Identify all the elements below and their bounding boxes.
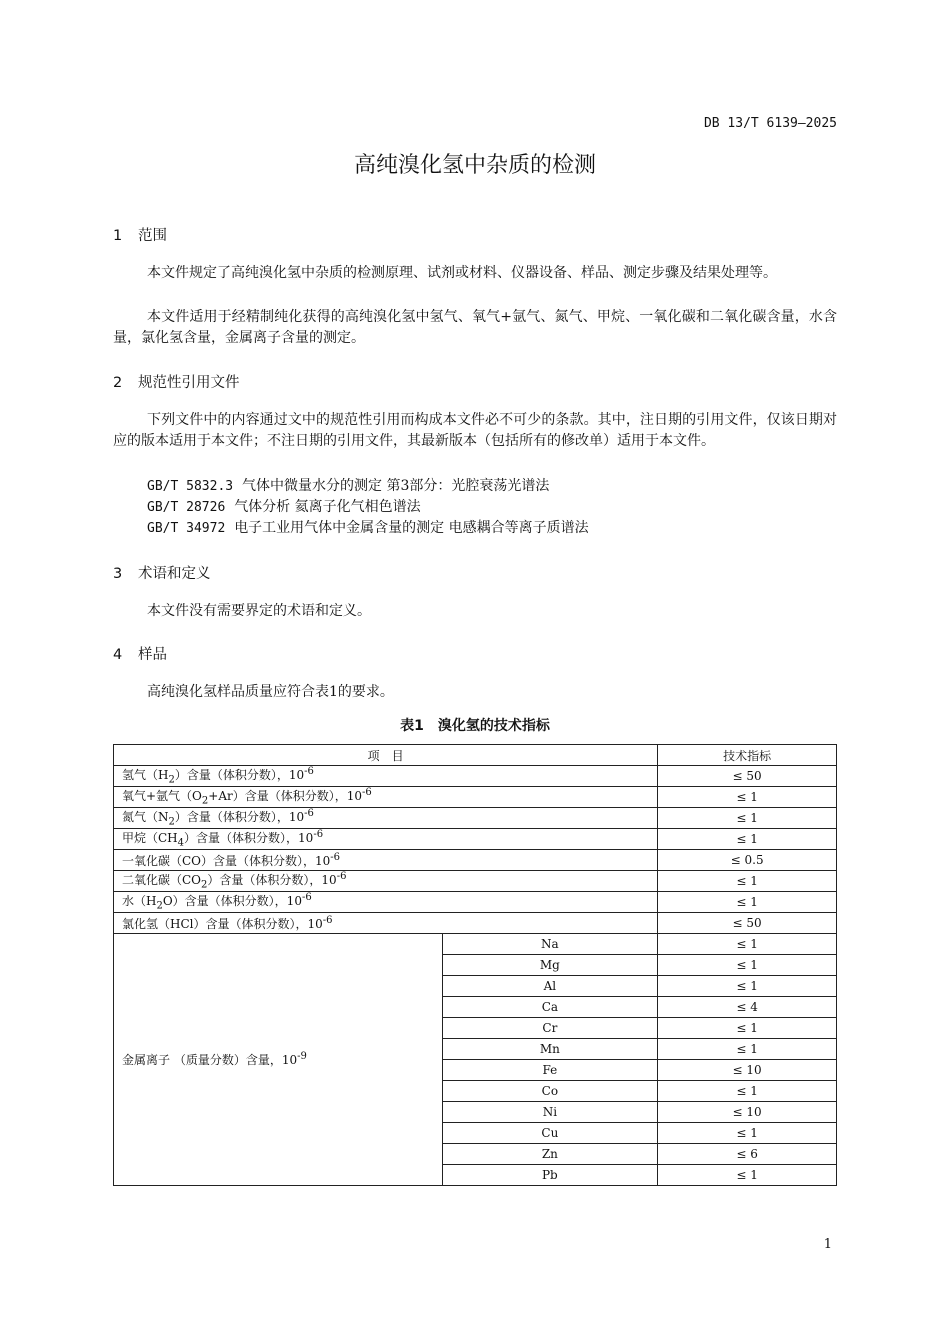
metal-element: Co <box>442 1081 658 1102</box>
metal-element: Mg <box>442 955 658 976</box>
table-row <box>114 934 837 955</box>
metal-element: Cr <box>442 1018 658 1039</box>
section-4-paragraph: 高纯溴化氢样品质量应符合表1的要求。 <box>147 684 394 700</box>
item-exponent: -6 <box>313 829 324 841</box>
item-name: 水（H <box>122 894 157 909</box>
item-exponent: -6 <box>330 851 341 863</box>
metal-element: Mn <box>442 1039 658 1060</box>
item-name-rest: O）含量（体积分数），10 <box>162 894 302 909</box>
metal-label-exponent: -9 <box>297 1051 307 1062</box>
spec-value: ≤ 1 <box>658 934 837 955</box>
item-name: 二氧化碳（CO <box>122 873 202 888</box>
section-title: 样品 <box>138 647 167 663</box>
spec-value: ≤ 1 <box>658 1018 837 1039</box>
item-exponent: -6 <box>322 914 333 926</box>
item-exponent: -6 <box>336 871 347 883</box>
item-subscript: 4 <box>177 837 185 849</box>
item-name: 氮气（N <box>122 810 169 825</box>
table-row <box>114 829 837 850</box>
item-exponent: -6 <box>304 808 314 820</box>
metal-element: Fe <box>442 1060 658 1081</box>
item-name: 甲烷（CH <box>122 831 178 846</box>
section-2-paragraph: 下列文件中的内容通过文中的规范性引用而构成本文件必不可少的条款。其中，注日期的引用文件，仅该日期对应的版本适用于本文件；不注日期的引用文件，其最新版本（包括所有的修改单）适用于本文件。 <box>113 412 837 449</box>
spec-value: ≤ 1 <box>658 1081 837 1102</box>
reference-item <box>147 497 421 518</box>
spec-value: ≤ 6 <box>658 1144 837 1165</box>
section-title: 规范性引用文件 <box>138 375 240 391</box>
metal-element: Ca <box>442 997 658 1018</box>
section-2-heading <box>113 371 240 392</box>
item-name: 氯化氢（HCl）含量（体积分数），10 <box>122 916 323 931</box>
item-name-rest: ）含量（体积分数），10 <box>184 831 314 846</box>
item-cell <box>114 892 658 913</box>
reference-code: GB/T 34972 <box>147 521 226 536</box>
item-subscript: 2 <box>201 795 209 807</box>
spec-value: ≤ 1 <box>658 808 837 829</box>
section-title: 范围 <box>138 228 167 244</box>
metal-label: 金属离子 （质量分数）含量，10 <box>122 1053 298 1067</box>
metal-element: Pb <box>442 1165 658 1186</box>
item-cell <box>114 871 658 892</box>
document-number: DB 13/T 6139—2025 <box>703 116 837 131</box>
item-cell <box>114 808 658 829</box>
item-name-rest: ）含量（体积分数），10 <box>174 810 305 825</box>
section-1-paragraph-1: 本文件规定了高纯溴化氢中杂质的检测原理、试剂或材料、仪器设备、样品、测定步骤及结果处理等。 <box>147 265 777 281</box>
item-cell <box>114 913 658 934</box>
reference-title: 电子工业用气体中金属含量的测定 电感耦合等离子质谱法 <box>234 520 589 536</box>
page-title: 高纯溴化氢中杂质的检测 <box>353 153 596 178</box>
spec-value: ≤ 1 <box>658 1165 837 1186</box>
spec-value: ≤ 1 <box>658 787 837 808</box>
spec-value: ≤ 50 <box>658 766 837 787</box>
table-row <box>114 892 837 913</box>
section-1-heading <box>113 224 167 245</box>
metal-element: Ni <box>442 1102 658 1123</box>
reference-title: 气体中微量水分的测定 第3部分：光腔衰荡光谱法 <box>242 478 550 494</box>
spec-value: ≤ 50 <box>658 913 837 934</box>
section-3-paragraph: 本文件没有需要界定的术语和定义。 <box>147 603 371 619</box>
table-caption: 表1 溴化氢的技术指标 <box>400 718 550 734</box>
header-spec: 技术指标 <box>658 745 837 766</box>
spec-value: ≤ 0.5 <box>658 850 837 871</box>
table-header-row <box>114 745 837 766</box>
item-exponent: -6 <box>362 787 372 799</box>
spec-value: ≤ 1 <box>658 955 837 976</box>
spec-table <box>113 744 837 1186</box>
item-name-rest: ）含量（体积分数），10 <box>207 873 337 888</box>
table-row <box>114 913 837 934</box>
reference-title: 气体分析 氦离子化气相色谱法 <box>234 499 421 515</box>
spec-value: ≤ 10 <box>658 1102 837 1123</box>
section-number: 3 <box>113 566 123 582</box>
spec-value: ≤ 1 <box>658 1039 837 1060</box>
metal-element: Al <box>442 976 658 997</box>
spec-value: ≤ 1 <box>658 1123 837 1144</box>
item-cell <box>114 829 658 850</box>
spec-value: ≤ 1 <box>658 976 837 997</box>
item-name: 氧气+氩气（O <box>122 789 202 804</box>
table-row <box>114 808 837 829</box>
item-exponent: -6 <box>304 766 314 778</box>
reference-code: GB/T 5832.3 <box>147 479 234 494</box>
section-4-heading <box>113 643 167 664</box>
item-name: 氢气（H <box>122 768 169 783</box>
item-name: 一氧化碳（CO）含量（体积分数），10 <box>122 853 331 868</box>
section-title: 术语和定义 <box>138 566 211 582</box>
metal-label-cell <box>114 934 443 1186</box>
table-row <box>114 766 837 787</box>
spec-value: ≤ 1 <box>658 829 837 850</box>
page-number: 1 <box>823 1237 832 1252</box>
item-subscript: 2 <box>168 816 175 828</box>
spec-value: ≤ 1 <box>658 892 837 913</box>
item-name-rest: +Ar）含量（体积分数），10 <box>208 789 363 804</box>
reference-item <box>147 518 589 539</box>
table-row <box>114 850 837 871</box>
item-name-rest: ）含量（体积分数），10 <box>174 768 305 783</box>
section-3-heading <box>113 562 211 583</box>
item-subscript: 2 <box>168 774 175 786</box>
spec-value: ≤ 1 <box>658 871 837 892</box>
metal-element: Na <box>442 934 658 955</box>
reference-item <box>147 476 549 497</box>
item-cell <box>114 850 658 871</box>
spec-value: ≤ 10 <box>658 1060 837 1081</box>
header-item: 项 目 <box>114 745 658 766</box>
section-number: 2 <box>113 375 123 391</box>
metal-element: Cu <box>442 1123 658 1144</box>
item-subscript: 2 <box>201 879 208 891</box>
table-row <box>114 787 837 808</box>
section-number: 4 <box>113 647 123 663</box>
section-1-paragraph-2: 本文件适用于经精制纯化获得的高纯溴化氢中氢气、氧气+氩气、氮气、甲烷、一氧化碳和二氧化碳含量，水含量，氯化氢含量，金属离子含量的测定。 <box>113 309 837 346</box>
spec-value: ≤ 4 <box>658 997 837 1018</box>
metal-element: Zn <box>442 1144 658 1165</box>
section-number: 1 <box>113 228 123 244</box>
item-cell <box>114 766 658 787</box>
table-row <box>114 871 837 892</box>
item-exponent: -6 <box>301 892 312 904</box>
reference-code: GB/T 28726 <box>147 500 226 515</box>
item-subscript: 2 <box>156 900 163 912</box>
item-cell <box>114 787 658 808</box>
